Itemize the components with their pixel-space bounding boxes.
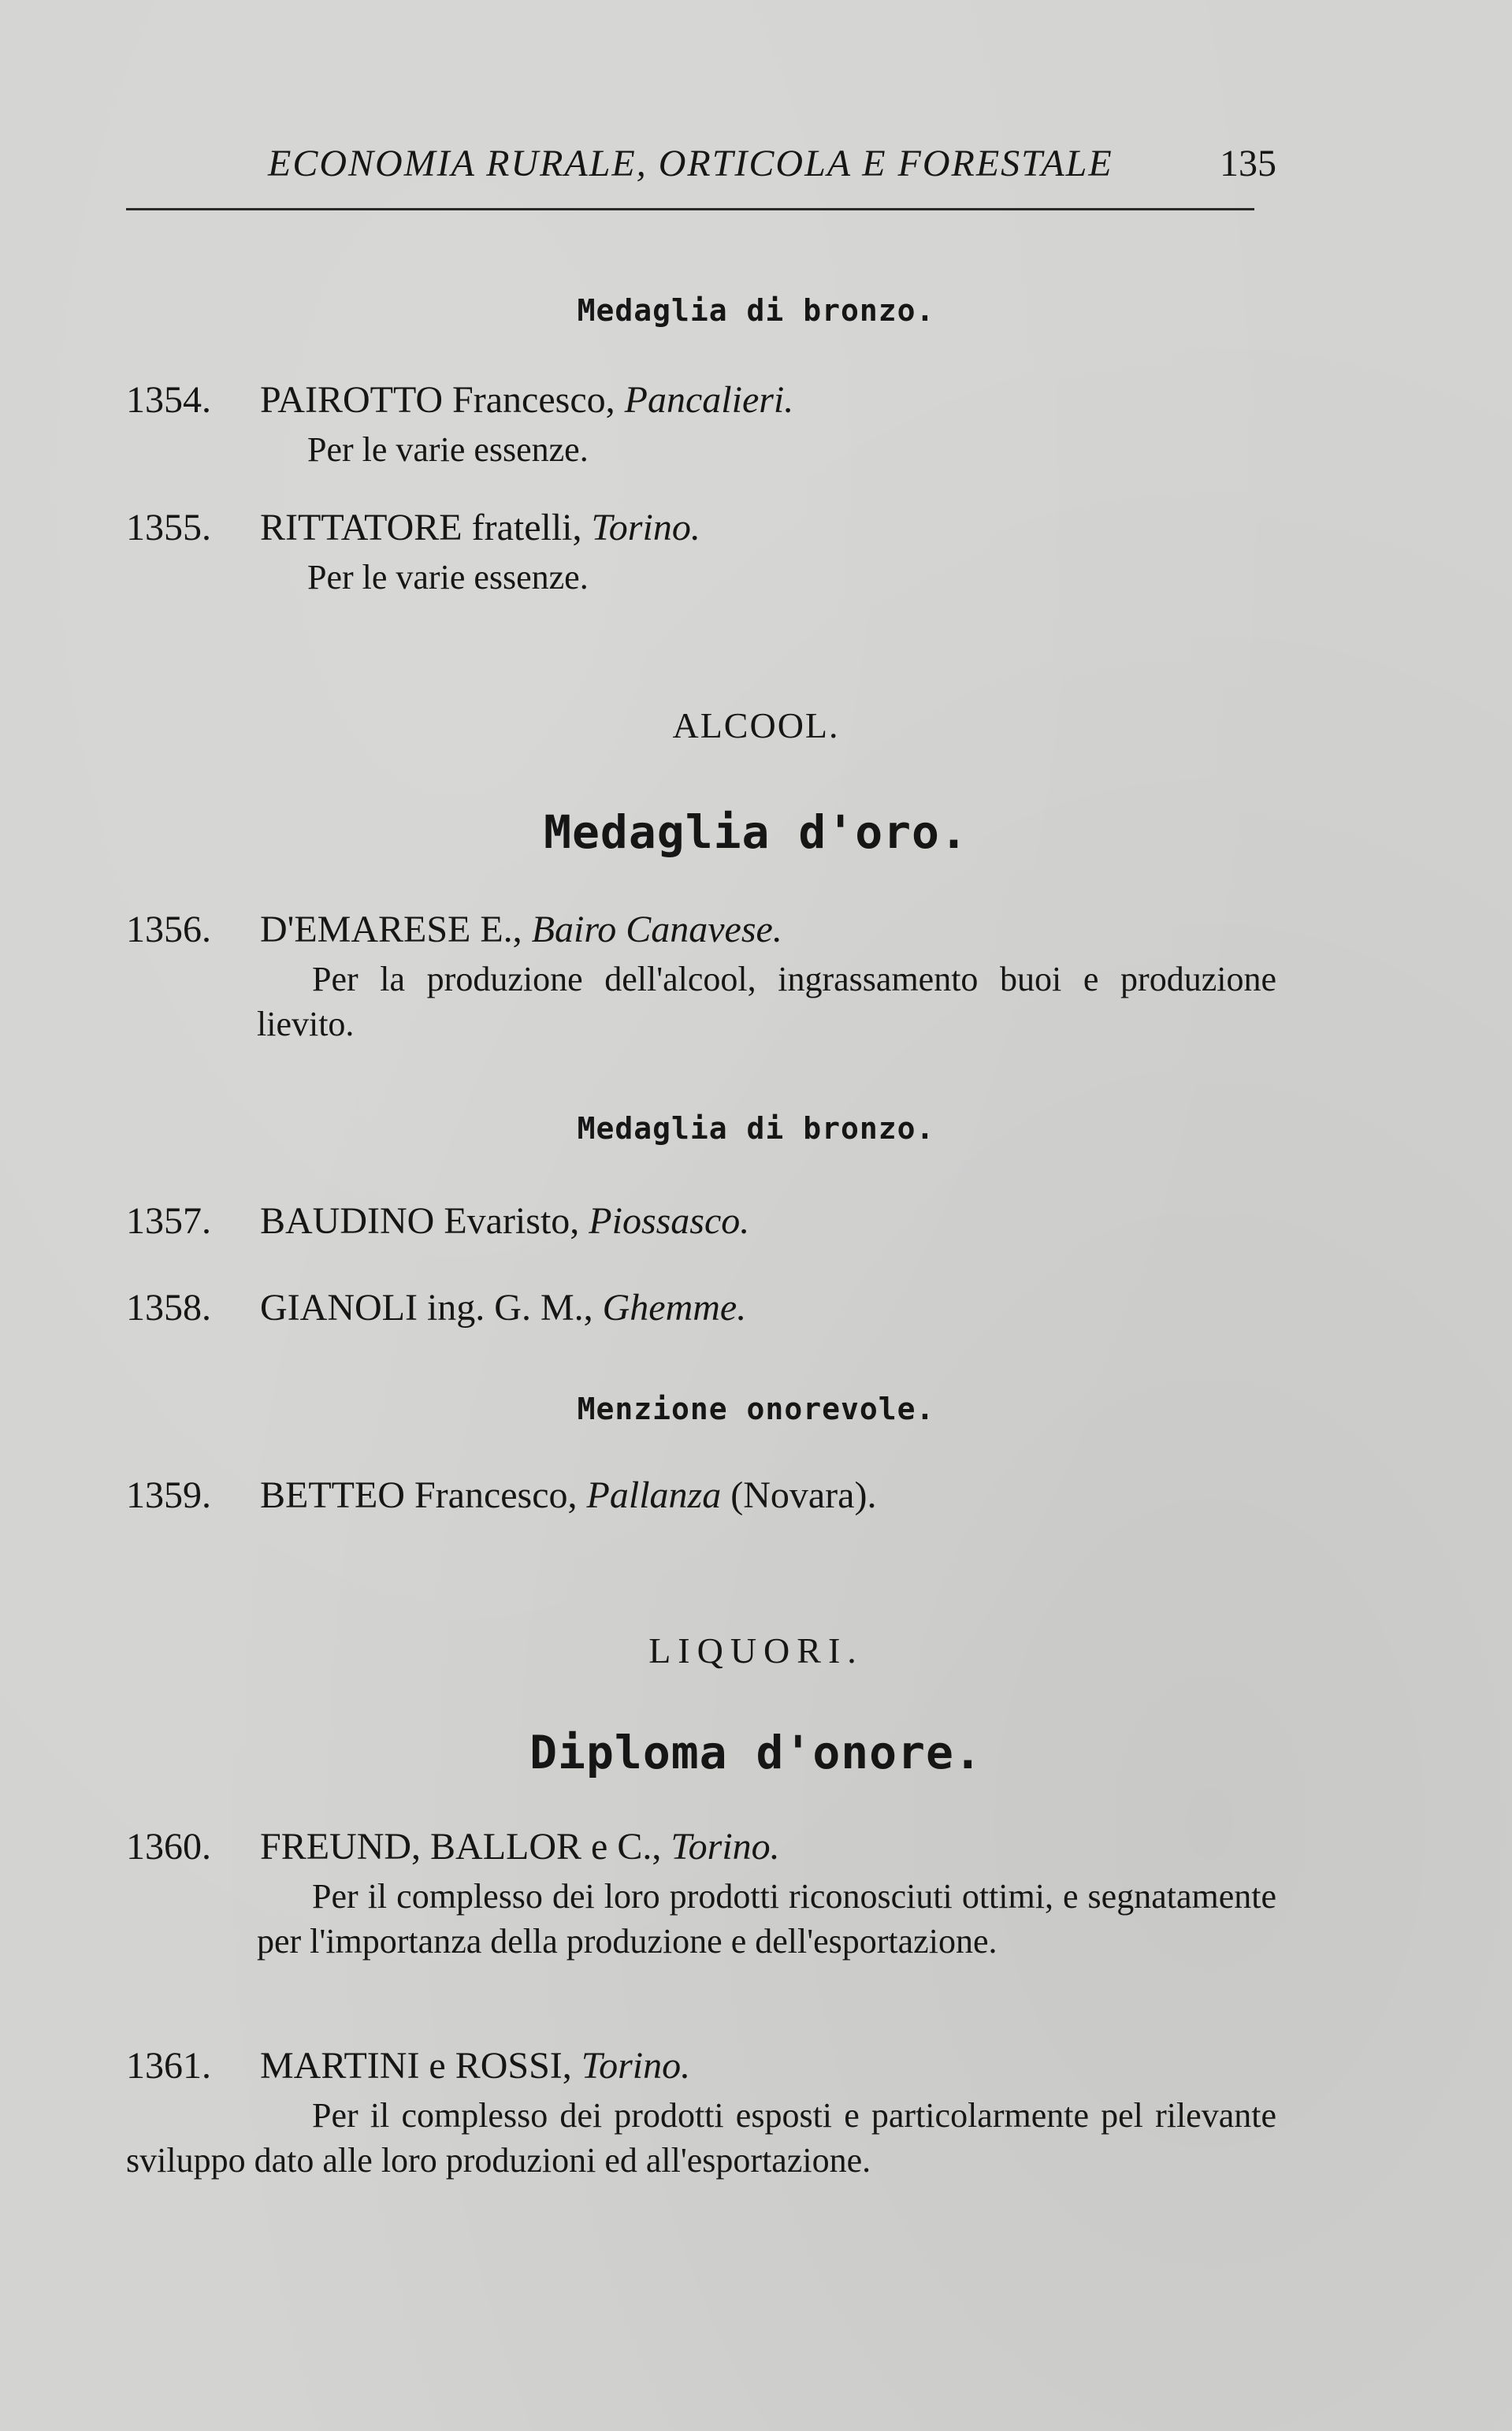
- entry-number: 1359.: [126, 1474, 211, 1516]
- entry-heading: [126, 1284, 1276, 1332]
- entry-description: Per il complesso dei loro prodotti riconosciuti ottimi, e segnatamente per l'importanza della produzione e dell'esportazione.: [257, 1877, 1276, 1961]
- entry-1357: [126, 1198, 1276, 1245]
- entry-name: BETTEO Francesco,: [260, 1474, 578, 1516]
- award-heading-honorable: Menzione onorevole.: [577, 1392, 935, 1426]
- award-heading-bronze: Medaglia di bronzo.: [577, 293, 935, 328]
- award-heading-diploma: Diploma d'onore.: [529, 1726, 983, 1779]
- entry-place: Torino.: [581, 2045, 691, 2087]
- entry-heading: [126, 377, 1276, 424]
- entry-1361: [126, 2043, 1276, 2183]
- entry-description: Per le varie essenze.: [307, 558, 589, 597]
- entry-1354: [126, 377, 1276, 472]
- entry-name: MARTINI e ROSSI,: [260, 2045, 572, 2087]
- entry-place: Piossasco.: [589, 1200, 750, 1242]
- section-heading-alcool: ALCOOL.: [672, 705, 840, 745]
- entry-1355: [126, 504, 1276, 600]
- entry-name: BAUDINO Evaristo,: [260, 1200, 580, 1242]
- running-title: ECONOMIA RURALE, ORTICOLA E FORESTALE: [268, 143, 1113, 184]
- entry-name: D'EMARESE E.,: [260, 909, 522, 950]
- entry-heading: [126, 1823, 1276, 1871]
- entry-number: 1361.: [126, 2045, 211, 2087]
- entry-place: Ghemme.: [602, 1287, 747, 1329]
- entry-region: (Novara).: [730, 1474, 877, 1516]
- entry-description: Per la produzione dell'alcool, ingrassamento buoi e produzione lievito.: [257, 960, 1276, 1043]
- entry-name: GIANOLI ing. G. M.,: [260, 1287, 593, 1329]
- entry-number: 1357.: [126, 1200, 211, 1242]
- entry-heading: [126, 1472, 1276, 1519]
- entry-place: Torino.: [591, 507, 700, 548]
- entry-description: Per le varie essenze.: [307, 430, 589, 469]
- award-heading-gold: Medaglia d'oro.: [544, 805, 968, 859]
- entry-name: RITTATORE fratelli,: [260, 507, 582, 548]
- entry-heading: [126, 1198, 1276, 1245]
- entry-number: 1356.: [126, 909, 211, 950]
- entry-name: PAIROTTO Francesco,: [260, 379, 615, 421]
- entry-place: Bairo Canavese.: [531, 909, 782, 950]
- entry-place: Torino.: [671, 1826, 780, 1868]
- entry-description: Per il complesso dei prodotti esposti e particolarmente pel rilevante sviluppo dato alle loro produzioni ed all'esportazione.: [126, 2096, 1276, 2180]
- entry-number: 1355.: [126, 507, 211, 548]
- entry-heading: [126, 2043, 1276, 2090]
- page-number: 135: [1220, 143, 1276, 184]
- section-heading-liquori: LIQUORI.: [648, 1630, 864, 1671]
- award-heading-bronze-2: Medaglia di bronzo.: [577, 1111, 935, 1146]
- entry-heading: [126, 504, 1276, 552]
- entry-name: FREUND, BALLOR e C.,: [260, 1826, 662, 1868]
- header-rule: [126, 208, 1254, 210]
- entry-1358: [126, 1284, 1276, 1332]
- entry-heading: [126, 906, 1276, 953]
- entry-number: 1358.: [126, 1287, 211, 1329]
- entry-number: 1354.: [126, 379, 211, 421]
- entry-1356: [126, 906, 1276, 1046]
- running-head: [126, 142, 1276, 197]
- entry-place: Pallanza: [586, 1474, 722, 1516]
- entry-place: Pancalieri.: [624, 379, 794, 421]
- entry-number: 1360.: [126, 1826, 211, 1868]
- entry-1360: [126, 1823, 1276, 1964]
- entry-1359: [126, 1472, 1276, 1519]
